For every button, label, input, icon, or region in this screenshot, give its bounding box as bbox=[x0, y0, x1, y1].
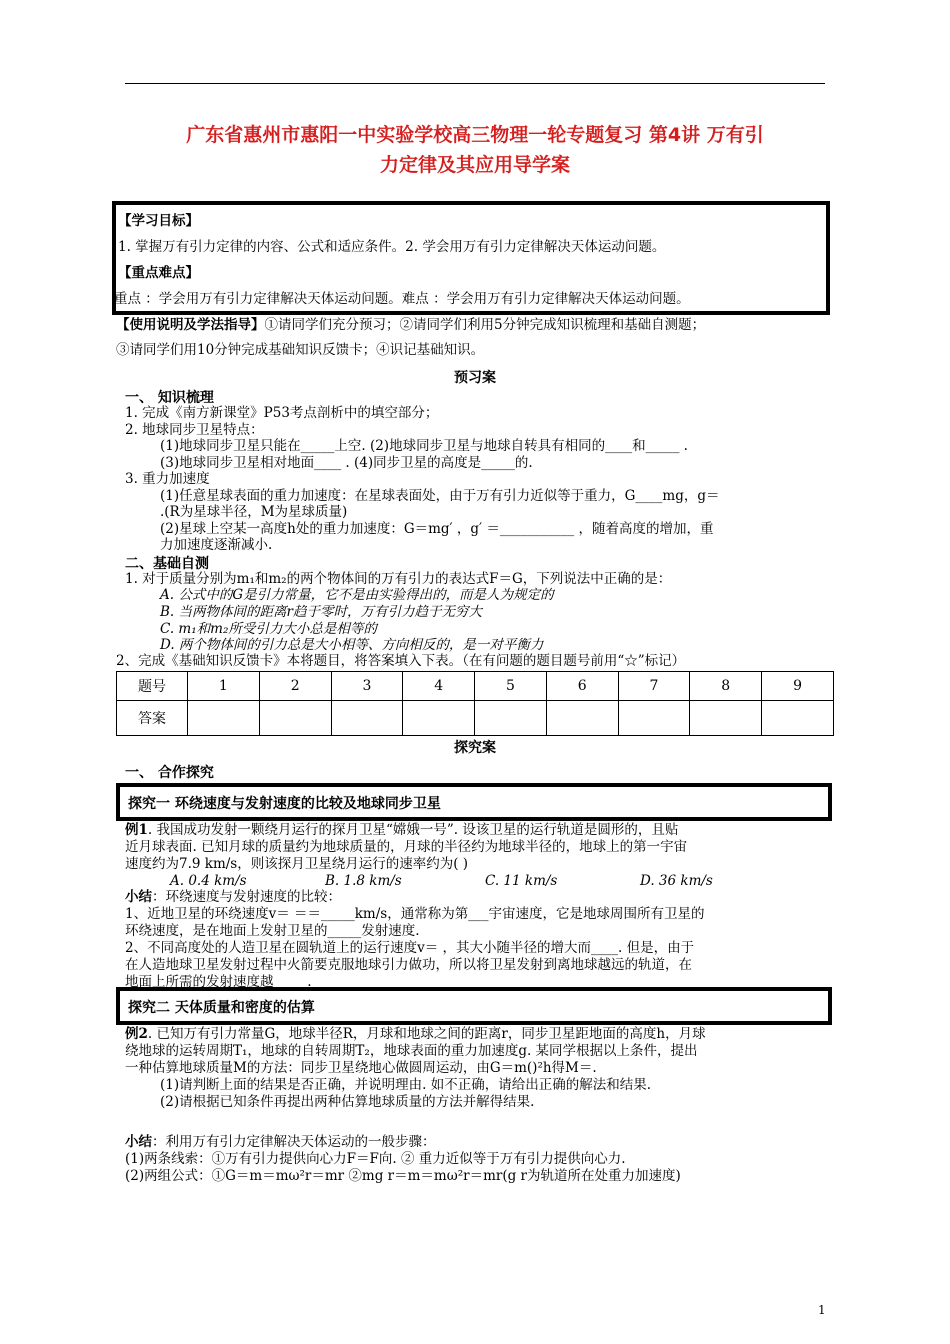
summary-1-line-4: 在人造地球卫星发射过程中火箭要克服地球引力做功，所以将卫星发射到离地球越远的轨道，在 bbox=[125, 957, 692, 973]
table-cell-number: 5 bbox=[475, 672, 547, 701]
goals-box bbox=[112, 201, 830, 315]
knowledge-line-1: 1. 完成《南方新课堂》P53考点剖析中的填空部分； bbox=[125, 405, 439, 421]
usage-line-1 bbox=[116, 317, 705, 333]
table-cell-number: 6 bbox=[546, 672, 618, 701]
example-2-line-5: (2)请根据已知条件再提出两种估算地球质量的方法并解得结果. bbox=[160, 1094, 535, 1110]
usage-text-1: ①请同学们充分预习；②请同学们利用5分钟完成知识梳理和基础自测题； bbox=[264, 317, 706, 333]
summary-1-line-2: 环绕速度，是在地面上发射卫星的_____发射速度. bbox=[125, 923, 420, 939]
summary-2-text: ：利用万有引力定律解决天体运动的一般步骤： bbox=[152, 1134, 436, 1150]
knowledge-line-7: .(R为星球半径，M为星球质量) bbox=[160, 504, 348, 520]
usage-line-2: ③请同学们用10分钟完成基础知识反馈卡；④识记基础知识。 bbox=[116, 342, 485, 358]
answer-cell[interactable] bbox=[618, 701, 690, 736]
cooperation-section-title: 一、 合作探究 bbox=[125, 765, 214, 781]
title-line-2: 力定律及其应用导学案 bbox=[379, 154, 570, 176]
summary-2-heading bbox=[125, 1134, 436, 1150]
answer-cell[interactable] bbox=[546, 701, 618, 736]
option-c: C. m₁和m₂所受引力大小总是相等的 bbox=[160, 621, 377, 637]
table-label-answer: 答案 bbox=[117, 701, 188, 736]
example-2-text: . 已知万有引力常量G，地球半径R，月球和地球之间的距离r，同步卫星距地面的高度h，月球 bbox=[147, 1026, 706, 1042]
self-test-section-title: 二、基础自测 bbox=[125, 556, 209, 572]
table-cell-number: 3 bbox=[331, 672, 403, 701]
table-cell-number: 7 bbox=[618, 672, 690, 701]
example-2-line-4: (1)请判断上面的结果是否正确，并说明理由. 如不正确，请给出正确的解法和结果. bbox=[160, 1077, 651, 1093]
knowledge-line-5: 3. 重力加速度 bbox=[125, 471, 210, 487]
header-rule bbox=[125, 83, 825, 84]
example-1-option-d: D. 36 km/s bbox=[640, 873, 713, 889]
usage-label: 【使用说明及学法指导】 bbox=[116, 317, 265, 333]
question-2: 2、完成《基础知识反馈卡》本将题目，将答案填入下表。（在有问题的题目题号前用“☆”标记） bbox=[116, 653, 686, 669]
example-1-option-a: A. 0.4 km/s bbox=[170, 873, 247, 889]
summary-2-line-1: (1)两条线索：①万有引力提供向心力F＝F向. ② 重力近似等于万有引力提供向心力. bbox=[125, 1151, 626, 1167]
key-points-text: 重点 ：学会用万有引力定律解决天体运动问题。难点 ：学会用万有引力定律解决天体运动问题。 bbox=[114, 291, 690, 307]
table-label-number: 题号 bbox=[117, 672, 188, 701]
example-2-line-1 bbox=[125, 1026, 706, 1042]
summary-1-line-3: 2、不同高度处的人造卫星在圆轨道上的运行速度v＝ ，其大小随半径的增大而____. 但是，由于 bbox=[125, 940, 695, 956]
knowledge-line-8: (2)星球上空某一高度h处的重力加速度：G＝mg′ ，g′ ＝___________ ，随着高度的增加，重 bbox=[160, 521, 714, 537]
preview-heading: 预习案 bbox=[454, 370, 496, 386]
table-cell-number: 1 bbox=[188, 672, 260, 701]
example-2-line-3: 一种估算地球质量M的方法：同步卫星绕地心做圆周运动，由G＝m()²h得M＝. bbox=[125, 1060, 597, 1076]
title-line-1: 广东省惠州市惠阳一中实验学校高三物理一轮专题复习 第4讲 万有引 bbox=[186, 124, 764, 146]
page-number: 1 bbox=[818, 1303, 826, 1317]
example-1-label: 例1 bbox=[125, 822, 148, 838]
summary-1-text: ：环绕速度与发射速度的比较： bbox=[152, 889, 341, 905]
option-b: B. 当两物体间的距离r趋于零时，万有引力趋于无穷大 bbox=[160, 604, 482, 620]
table-cell-number: 8 bbox=[690, 672, 762, 701]
summary-1-label: 小结 bbox=[125, 889, 152, 905]
example-2-label: 例2 bbox=[125, 1026, 148, 1042]
knowledge-line-6: (1)任意星球表面的重力加速度：在星球表面处，由于万有引力近似等于重力，G____mg，g＝ bbox=[160, 488, 720, 504]
answer-table-answer-row bbox=[117, 701, 834, 736]
summary-1-line-1: 1、近地卫星的环绕速度v＝ ＝＝_____km/s，通常称为第___宇宙速度，它是地球周围所有卫星的 bbox=[125, 906, 705, 922]
summary-2-label: 小结 bbox=[125, 1134, 152, 1150]
answer-table bbox=[116, 671, 834, 736]
knowledge-line-9: 力加速度逐渐减小. bbox=[160, 537, 273, 553]
answer-cell[interactable] bbox=[475, 701, 547, 736]
summary-2-line-2: (2)两组公式：①G＝m＝mω²r＝mr ②mg r＝m＝mω²r＝mr(g r为轨道所在处重力加速度) bbox=[125, 1168, 681, 1184]
explore-two-title: 探究二 天体质量和密度的估算 bbox=[128, 1000, 315, 1016]
explore-heading: 探究案 bbox=[454, 740, 496, 756]
knowledge-line-4: (3)地球同步卫星相对地面____ . (4)同步卫星的高度是_____的. bbox=[160, 455, 533, 471]
answer-cell[interactable] bbox=[690, 701, 762, 736]
summary-1-heading bbox=[125, 889, 341, 905]
goals-label: 【学习目标】 bbox=[118, 213, 199, 229]
example-1-line-1 bbox=[125, 822, 678, 838]
option-d: D. 两个物体间的引力总是大小相等、方向相反的，是一对平衡力 bbox=[160, 637, 544, 653]
example-1-line-2: 近月球表面. 已知月球的质量约为地球质量的，月球的半径约为地球半径的，地球上的第一宇宙 bbox=[125, 839, 688, 855]
table-cell-number: 2 bbox=[259, 672, 331, 701]
knowledge-line-3: (1)地球同步卫星只能在_____上空. (2)地球同步卫星与地球自转具有相同的____和_____ . bbox=[160, 438, 688, 454]
key-points-label: 【重点难点】 bbox=[118, 265, 199, 281]
answer-cell[interactable] bbox=[331, 701, 403, 736]
table-cell-number: 4 bbox=[403, 672, 475, 701]
example-1-line-3: 速度约为7.9 km/s，则该探月卫星绕月运行的速率约为( ) bbox=[125, 856, 469, 872]
answer-cell[interactable] bbox=[259, 701, 331, 736]
explore-one-title: 探究一 环绕速度与发射速度的比较及地球同步卫星 bbox=[128, 796, 441, 812]
knowledge-line-2: 2. 地球同步卫星特点： bbox=[125, 422, 264, 438]
example-1-text: . 我国成功发射一颗绕月运行的探月卫星“嫦娥一号”. 设该卫星的运行轨道是圆形的，且贴 bbox=[147, 822, 679, 838]
answer-cell[interactable] bbox=[762, 701, 834, 736]
example-2-line-2: 绕地球的运转周期T₁，地球的自转周期T₂，地球表面的重力加速度g. 某同学根据以上条件，提出 bbox=[125, 1043, 698, 1059]
answer-cell[interactable] bbox=[188, 701, 260, 736]
answer-cell[interactable] bbox=[403, 701, 475, 736]
question-1: 1. 对于质量分别为m₁和m₂的两个物体间的万有引力的表达式F＝G，下列说法中正确的是： bbox=[125, 571, 672, 587]
document-title bbox=[120, 120, 830, 180]
summary-1-line-5: 地面上所需的发射速度越_____. bbox=[125, 974, 312, 990]
answer-table-header-row bbox=[117, 672, 834, 701]
knowledge-section-title: 一、 知识梳理 bbox=[125, 390, 214, 406]
table-cell-number: 9 bbox=[762, 672, 834, 701]
explore-two-box bbox=[116, 987, 832, 1025]
example-1-option-b: B. 1.8 km/s bbox=[325, 873, 402, 889]
example-1-option-c: C. 11 km/s bbox=[485, 873, 558, 889]
goals-text: 1. 掌握万有引力定律的内容、公式和适应条件。2. 学会用万有引力定律解决天体运动问题。 bbox=[118, 239, 666, 255]
explore-one-box bbox=[116, 783, 832, 821]
option-a: A. 公式中的G是引力常量，它不是由实验得出的，而是人为规定的 bbox=[160, 587, 554, 603]
